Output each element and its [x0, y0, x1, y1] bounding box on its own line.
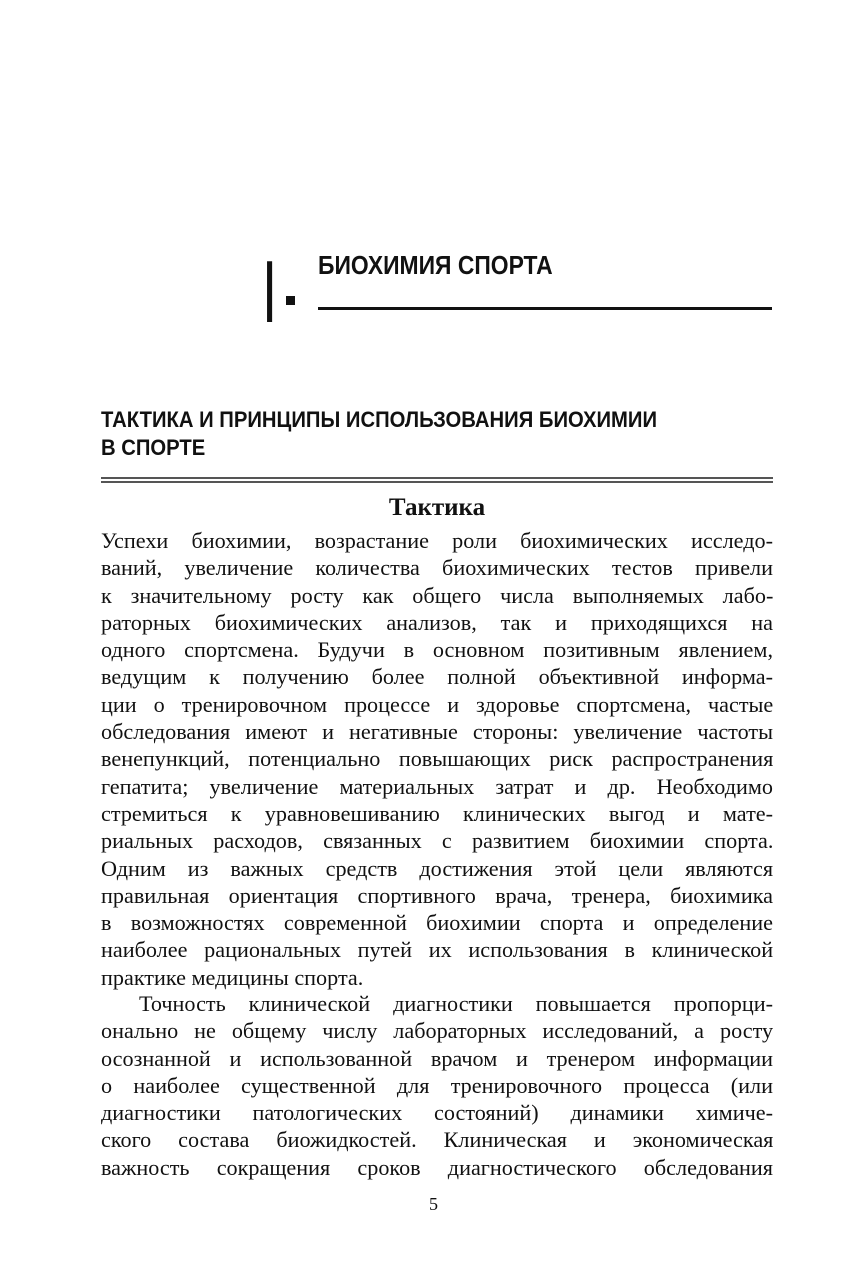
paragraph-line: диагностики патологических состояний) динамики химиче- — [101, 1100, 773, 1126]
paragraph-line: правильная ориентация спортивного врача, тренера, биохимика — [101, 882, 773, 908]
paragraph-line: в возможностях современной биохимии спорта и определение — [101, 910, 773, 936]
paragraph-line: венепункций, потенциально повышающих риск распространения — [101, 746, 774, 772]
chapter-numeral-dot — [286, 296, 295, 305]
paragraph-line: ции о тренировочном процессе и здоровье спортсмена, частые — [101, 691, 774, 717]
paragraph-2 — [101, 990, 773, 1181]
paragraph-line: одного спортсмена. Будучи в основном позитивным явлением, — [101, 637, 773, 663]
paragraph-line: о наиболее существенной для тренировочного процесса (или — [101, 1072, 773, 1098]
paragraph-line: Успехи биохимии, возрастание роли биохимических исследо- — [101, 528, 773, 553]
chapter-title: БИОХИМИЯ СПОРТА — [318, 250, 553, 280]
paragraph-line: стремиться к уравновешиванию клинических выгод и мате- — [101, 800, 773, 826]
paragraph-line: ского состава биожидкостей. Клиническая и экономическая — [101, 1127, 774, 1153]
chapter-title-underline — [318, 307, 772, 310]
paragraph-line: Одним из важных средств достижения этой цели являются — [101, 855, 774, 881]
paragraph-line: гепатита; увеличение материальных затрат и др. Необходимо — [101, 773, 773, 799]
section-divider-bottom — [101, 481, 773, 483]
section-heading-line-1: ТАКТИКА И ПРИНЦИПЫ ИСПОЛЬЗОВАНИЯ БИОХИМИИ — [101, 407, 658, 432]
section-heading-line-2: В СПОРТЕ — [101, 435, 206, 460]
paragraph-line: практике медицины спорта. — [101, 964, 364, 990]
paragraph-line: риальных расходов, связанных с развитием биохимии спорта. — [101, 828, 774, 854]
section-divider-top — [101, 477, 773, 479]
subsection-title: Тактика — [388, 494, 486, 521]
paragraph-line: ваний, увеличение количества биохимических тестов привели — [101, 555, 773, 581]
paragraph-line: обследования имеют и негативные стороны: увеличение частоты — [101, 719, 773, 745]
paragraph-line: осознанной и использованной врачом и тренером информации — [101, 1045, 774, 1071]
paragraph-1 — [101, 527, 773, 991]
paragraph-line: наиболее рациональных путей их использования в клинической — [101, 937, 774, 963]
paragraph-line: к значительному росту как общего числа выполняемых лабо- — [101, 582, 774, 608]
paragraph-line: раторных биохимических анализов, так и приходящихся на — [101, 609, 774, 635]
paragraph-line: онально не общему числу лабораторных исследований, а росту — [101, 1018, 774, 1044]
paragraph-line: Точность клинической диагностики повышается пропорци- — [139, 991, 773, 1016]
page-number: 5 — [429, 1194, 438, 1214]
paragraph-line: ведущим к получению более полной объективной информа- — [101, 664, 773, 690]
chapter-numeral: I — [262, 242, 278, 341]
section-heading — [101, 406, 657, 462]
paragraph-line: важность сокращения сроков диагностического обследования — [101, 1154, 773, 1180]
